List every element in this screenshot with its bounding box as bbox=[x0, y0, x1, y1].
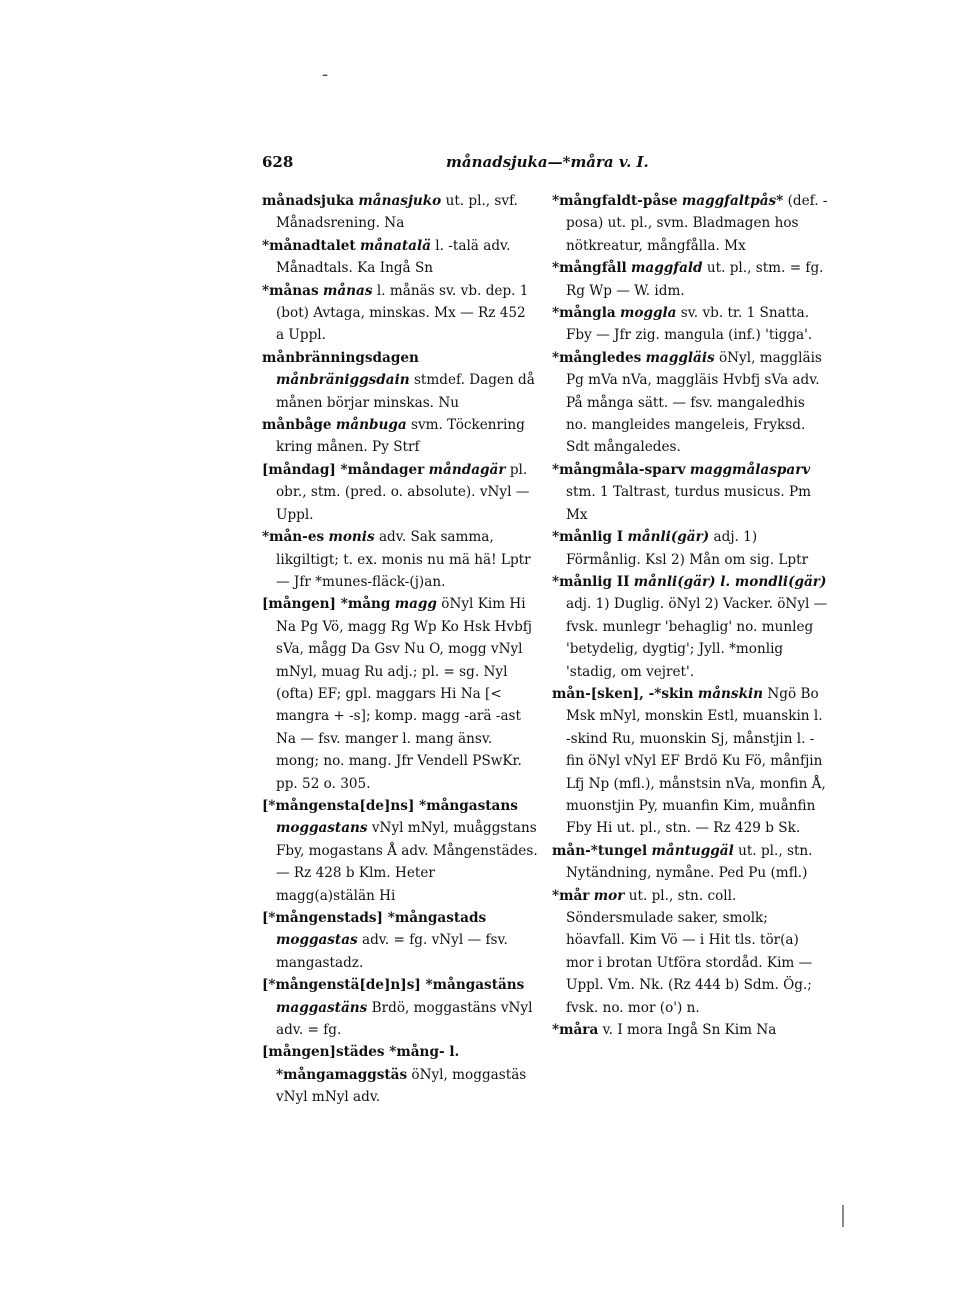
dictionary-entry bbox=[262, 280, 538, 347]
definition: öNyl, maggläis Pg mVa nVa, maggläis Hvbfj sVa adv. På många sätt. — fsv. mangaledhis no. mangleides mangeleis, Fryksd. Sdt mångaledes. bbox=[566, 349, 822, 456]
headword: [*mångensta[de]ns] *mångastans bbox=[262, 797, 518, 814]
headword: *mån-es bbox=[262, 529, 325, 546]
pronunciation: maggläis bbox=[645, 349, 715, 366]
pronunciation: månli(gär) bbox=[627, 529, 710, 546]
definition: ut. pl., stn. Nytändning, nymåne. Ped Pu (mfl.) bbox=[566, 842, 813, 882]
headword: *mångfåll bbox=[552, 260, 627, 277]
headword: *månlig II bbox=[552, 573, 630, 590]
pronunciation: maggastäns bbox=[276, 999, 368, 1016]
dictionary-entry bbox=[262, 459, 538, 526]
headword: [mången] *mång bbox=[262, 596, 391, 613]
definition: ut. pl., stm. = fg. Rg Wp — W. idm. bbox=[566, 260, 824, 299]
dictionary-entry bbox=[262, 974, 538, 1041]
stray-dot: - bbox=[322, 64, 329, 85]
definition: stm. 1 Taltrast, turdus musicus. Pm Mx bbox=[566, 484, 812, 523]
dictionary-entry bbox=[552, 571, 828, 683]
pronunciation: moggla bbox=[620, 305, 677, 322]
dictionary-entry bbox=[552, 840, 828, 885]
headword: *mångmåla-sparv bbox=[552, 461, 686, 478]
definition: ut. pl., stn. coll. Söndersmulade saker, smolk; höavfall. Kim Vö — i Hit tls. tör(a) mor i brotan Utföra stordåd. Kim — Uppl. Vm. Nk. (Rz 444 b) Sdm. Ög.; fvsk. no. mor (o') n. bbox=[566, 887, 813, 1016]
dictionary-entry bbox=[262, 526, 538, 593]
headword: *månadtalet bbox=[262, 237, 356, 254]
headword: [*mångenstä[de]n]s] *mångastäns bbox=[262, 977, 525, 994]
running-title: månadsjuka—*måra v. I. bbox=[446, 153, 649, 171]
pronunciation: månasjuko bbox=[358, 193, 442, 209]
dictionary-entry bbox=[262, 1041, 538, 1108]
headword: *mångfaldt-påse bbox=[552, 193, 678, 209]
pronunciation: månli(gär) l. mondli(gär) bbox=[633, 573, 827, 590]
definition: pl. obr., stm. (pred. o. absolute). vNyl — Uppl. bbox=[276, 461, 530, 523]
headword: månbränningsdagen bbox=[262, 349, 419, 366]
definition: v. I mora Ingå Sn Kim Na bbox=[602, 1022, 777, 1039]
pronunciation: maggfaltpås* bbox=[681, 193, 784, 209]
definition: Ngö Bo Msk mNyl, monskin Estl, muanskin l. -skind Ru, muonskin Sj, månstjin l. -fin öNyl vNyl EF Brdö Ku Fö, månfjin Lfj Np (mfl.), månstsin nVa, monfin Å, muonstjin Py, muanfin Kim, muånfin Fby Hi ut. pl., stn. — Rz 429 b Sk. bbox=[566, 685, 826, 837]
definition: adj. 1) Förmånlig. Ksl 2) Mån om sig. Lptr bbox=[566, 529, 809, 568]
headword: *månas bbox=[262, 282, 319, 299]
page-number: 628 bbox=[262, 153, 294, 171]
right-column bbox=[552, 190, 828, 1041]
pronunciation: månbräniggsdain bbox=[276, 372, 410, 389]
definition: adj. 1) Duglig. öNyl 2) Vacker. öNyl — fvsk. munlegr 'behaglig' no. munleg 'betydelig, dygtig'; Jyll. *monlig 'stadig, om vejret'. bbox=[566, 596, 828, 680]
dictionary-entry bbox=[552, 302, 828, 347]
dictionary-entry bbox=[552, 885, 828, 1019]
headword: mån-*tungel bbox=[552, 842, 648, 859]
headword: månbåge bbox=[262, 417, 332, 434]
headword: [*mångenstads] *mångastads bbox=[262, 910, 487, 926]
definition: ut. pl., svf. Månadsrening. Na bbox=[276, 193, 518, 232]
pronunciation: måntuggäl bbox=[651, 842, 734, 859]
definition: l. månäs sv. vb. dep. 1 (bot) Avtaga, minskas. Mx — Rz 452 a Uppl. bbox=[276, 282, 529, 344]
dictionary-entry bbox=[262, 907, 538, 974]
pronunciation: mor bbox=[593, 887, 625, 904]
headword: mån-[sken], -*skin bbox=[552, 685, 694, 702]
definition: vNyl mNyl, muåggstans Fby, mogastans Å adv. Mångenstädes. — Rz 428 b Klm. Heter magg(a)stälän Hi bbox=[276, 820, 538, 904]
headword: *mångledes bbox=[552, 349, 642, 366]
headword: månadsjuka bbox=[262, 193, 355, 209]
definition: sv. vb. tr. 1 Snatta. Fby — Jfr zig. mangula (inf.) 'tigga'. bbox=[566, 305, 813, 344]
dictionary-entry bbox=[262, 795, 538, 907]
definition: stmdef. Dagen då månen börjar minskas. Nu bbox=[276, 372, 535, 411]
pronunciation: måndagär bbox=[428, 461, 506, 478]
dictionary-entry bbox=[552, 257, 828, 302]
definition: Brdö, moggastäns vNyl adv. = fg. bbox=[276, 999, 533, 1039]
dictionary-entry bbox=[262, 190, 538, 235]
pronunciation: moggastas bbox=[276, 932, 358, 949]
dictionary-entry bbox=[552, 459, 828, 526]
dictionary-entry bbox=[552, 347, 828, 459]
pronunciation: maggmålasparv bbox=[689, 461, 811, 478]
headword: *mångla bbox=[552, 305, 616, 322]
pronunciation: magg bbox=[394, 596, 437, 613]
headword: *måra bbox=[552, 1022, 599, 1039]
headword: [mången]städes *mång- l. *mångamaggstäs bbox=[262, 1044, 460, 1083]
headword: [måndag] *måndager bbox=[262, 461, 425, 478]
dictionary-entry bbox=[262, 347, 538, 414]
scan-mark bbox=[842, 1205, 844, 1227]
dictionary-entry bbox=[552, 526, 828, 571]
dictionary-entry bbox=[262, 235, 538, 280]
pronunciation: månskin bbox=[697, 685, 764, 702]
dictionary-entry bbox=[262, 414, 538, 459]
definition: svm. Töckenring kring månen. Py Strf bbox=[276, 417, 525, 456]
definition: öNyl Kim Hi Na Pg Vö, magg Rg Wp Ko Hsk Hvbfj sVa, mågg Da Gsv Nu O, mogg vNyl mNyl, muag Ru adj.; pl. = sg. Nyl (ofta) EF; gpl. maggars Hi Na [< mangra + -s]; komp. magg -arä -ast Na — fsv. manger l. mang änsv. mong; no. mang. Jfr Vendell PSwKr. pp. 52 o. 305. bbox=[276, 596, 533, 792]
definition: l. -talä adv. Månadtals. Ka Ingå Sn bbox=[276, 237, 511, 277]
dictionary-entry bbox=[262, 593, 538, 795]
definition: adv. Sak samma, likgiltigt; t. ex. monis nu mä hä! Lptr — Jfr *munes-fläck-(j)an. bbox=[276, 529, 531, 590]
definition: öNyl, moggastäs vNyl mNyl adv. bbox=[276, 1066, 527, 1106]
definition: adv. = fg. vNyl — fsv. mangastadz. bbox=[276, 932, 508, 971]
dictionary-entry bbox=[552, 190, 828, 257]
pronunciation: monis bbox=[328, 529, 375, 546]
headword: *mår bbox=[552, 887, 590, 904]
pronunciation: månatalä bbox=[360, 237, 431, 254]
dictionary-entry bbox=[552, 1019, 828, 1041]
pronunciation: moggastans bbox=[276, 820, 368, 837]
pronunciation: månas bbox=[322, 282, 373, 299]
headword: *månlig I bbox=[552, 529, 624, 546]
pronunciation: maggfald bbox=[631, 260, 703, 277]
dictionary-entry bbox=[552, 683, 828, 840]
page-header bbox=[262, 153, 828, 175]
pronunciation: månbuga bbox=[335, 417, 407, 434]
left-column bbox=[262, 190, 538, 1109]
definition: (def. -posa) ut. pl., svm. Bladmagen hos nötkreatur, mångfålla. Mx bbox=[566, 193, 828, 254]
